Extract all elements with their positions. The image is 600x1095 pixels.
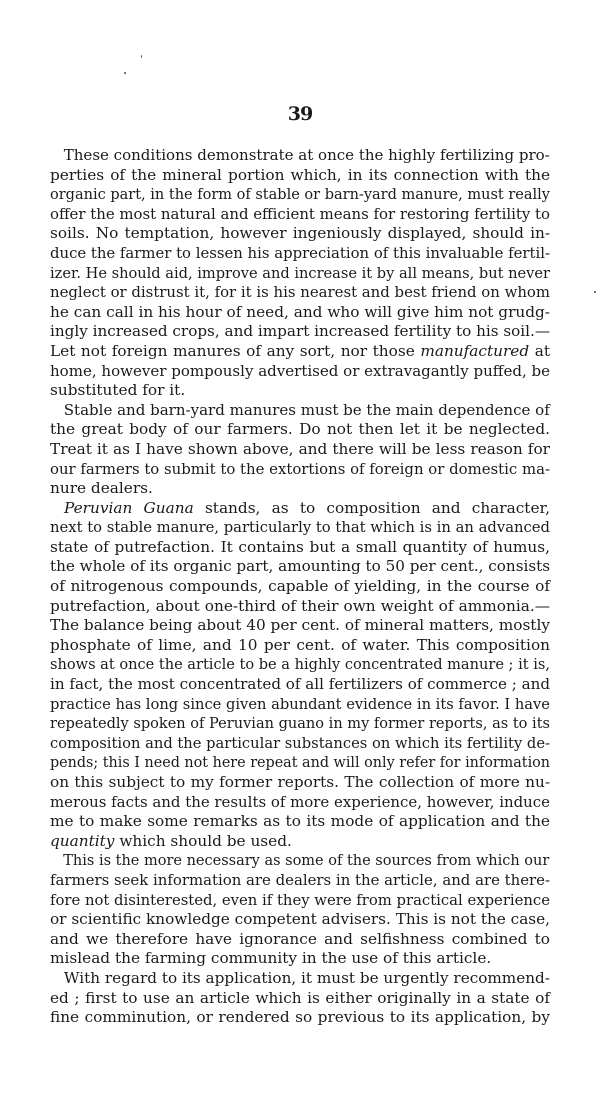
text-line: state of putrefaction. It contains but a small quantity of humus, xyxy=(50,537,550,556)
text-line: These conditions demonstrate at once the highly fertilizing pro- xyxy=(63,146,550,164)
text-line: izer. He should aid, improve and increase it by all means, but never xyxy=(50,263,550,282)
text-line: Treat it as I have shown above, and there will be less reason for xyxy=(50,439,550,458)
text-line: next to stable manure, particularly to that which is in an advanced xyxy=(50,518,550,537)
scan-speck xyxy=(141,55,142,58)
text-run: stands, as to composition and character, xyxy=(193,498,550,517)
paragraph-4 xyxy=(50,851,550,969)
text-line: the whole of its organic part, amounting to 50 per cent., consists xyxy=(50,557,551,576)
text-line: soils. No temptation, however ingeniously displayed, should in- xyxy=(50,224,550,243)
text-line: he can call in his hour of need, and who will give him not grudg- xyxy=(50,302,550,321)
italic-text-run: manufactured xyxy=(420,341,530,360)
text-line: in fact, the most concentrated of all fertilizers of commerce ; and xyxy=(50,675,551,694)
text-line: ingly increased crops, and impart increased fertility to his soil.— xyxy=(50,322,551,341)
text-line: With regard to its application, it must be urgently recommend- xyxy=(63,968,550,987)
text-line: or scientific knowledge competent advisers. This is not the case, xyxy=(50,910,551,929)
paragraph-3 xyxy=(50,499,550,852)
text-line: pends; this I need not here repeat and will only refer for information xyxy=(50,753,551,772)
text-line-with-italic xyxy=(50,499,550,519)
text-line: fine comminution, or rendered so previous to its application, by xyxy=(50,1008,550,1027)
italic-text-run: Peruvian Guana xyxy=(64,498,194,517)
text-run: Let not foreign manures of any sort, nor those xyxy=(50,341,421,360)
text-line: ed ; first to use an article which is either originally in a state of xyxy=(50,988,550,1007)
text-line: phosphate of lime, and 10 per cent. of water. This composition xyxy=(50,635,550,654)
text-line: shows at once the article to be a highly concentrated manure ; it is, xyxy=(50,655,550,674)
text-line: the great body of our farmers. Do not then let it be neglected. xyxy=(50,420,550,439)
text-run: which should be used. xyxy=(114,831,292,850)
text-line: mislead the farming community in the use of this article. xyxy=(50,949,492,968)
text-line: home, however pompously advertised or extravagantly puffed, be xyxy=(50,361,551,380)
text-line-with-italic xyxy=(50,342,550,362)
text-line: me to make some remarks as to its mode of application and the xyxy=(50,812,550,831)
text-line: and we therefore have ignorance and selfishness combined to xyxy=(50,929,550,948)
text-line: perties of the mineral portion which, in its connection with the xyxy=(50,165,550,184)
body-text xyxy=(50,146,550,1028)
text-line: putrefaction, about one-third of their own weight of ammonia.— xyxy=(50,596,550,615)
text-line: repeatedly spoken of Peruvian guano in my former reports, as to its xyxy=(50,714,550,733)
text-line: fore not disinterested, even if they were from practical experience xyxy=(50,890,550,909)
italic-text-run: quantity xyxy=(50,831,115,850)
text-line: merous facts and the results of more experience, however, induce xyxy=(50,792,551,811)
paragraph-5 xyxy=(50,969,550,1028)
scan-speck xyxy=(594,291,596,293)
text-line: our farmers to submit to the extortions of foreign or domestic ma- xyxy=(50,459,550,478)
paragraph-1 xyxy=(50,146,550,401)
text-line: duce the farmer to lessen his appreciation of this invaluable fertil- xyxy=(50,243,550,262)
text-line: Stable and barn-yard manures must be the main dependence of xyxy=(63,400,550,419)
text-line: offer the most natural and efficient means for restoring fertility to xyxy=(50,204,551,223)
text-run: at xyxy=(529,341,550,360)
text-line: of nitrogenous compounds, capable of yielding, in the course of xyxy=(50,577,550,596)
scan-speck xyxy=(124,72,126,74)
text-line-with-italic xyxy=(50,832,550,852)
text-line: This is the more necessary as some of the sources from which our xyxy=(63,851,550,870)
text-line: composition and the particular substances on which its fertility de- xyxy=(50,733,551,752)
paragraph-2 xyxy=(50,401,550,499)
text-line: farmers seek information are dealers in the article, and are there- xyxy=(50,870,551,889)
text-line: neglect or distrust it, for it is his nearest and best friend on whom xyxy=(50,283,551,302)
text-line: The balance being about 40 per cent. of mineral matters, mostly xyxy=(50,616,550,635)
text-line: practice has long since given abundant evidence in its favor. I have xyxy=(50,694,550,713)
text-line: on this subject to my former reports. The collection of more nu- xyxy=(50,773,550,791)
text-line: nure dealers. xyxy=(50,479,153,498)
text-line: organic part, in the form of stable or barn-yard manure, must really xyxy=(50,185,550,204)
page-number: 39 xyxy=(287,103,313,125)
text-line: substituted for it. xyxy=(50,381,186,400)
